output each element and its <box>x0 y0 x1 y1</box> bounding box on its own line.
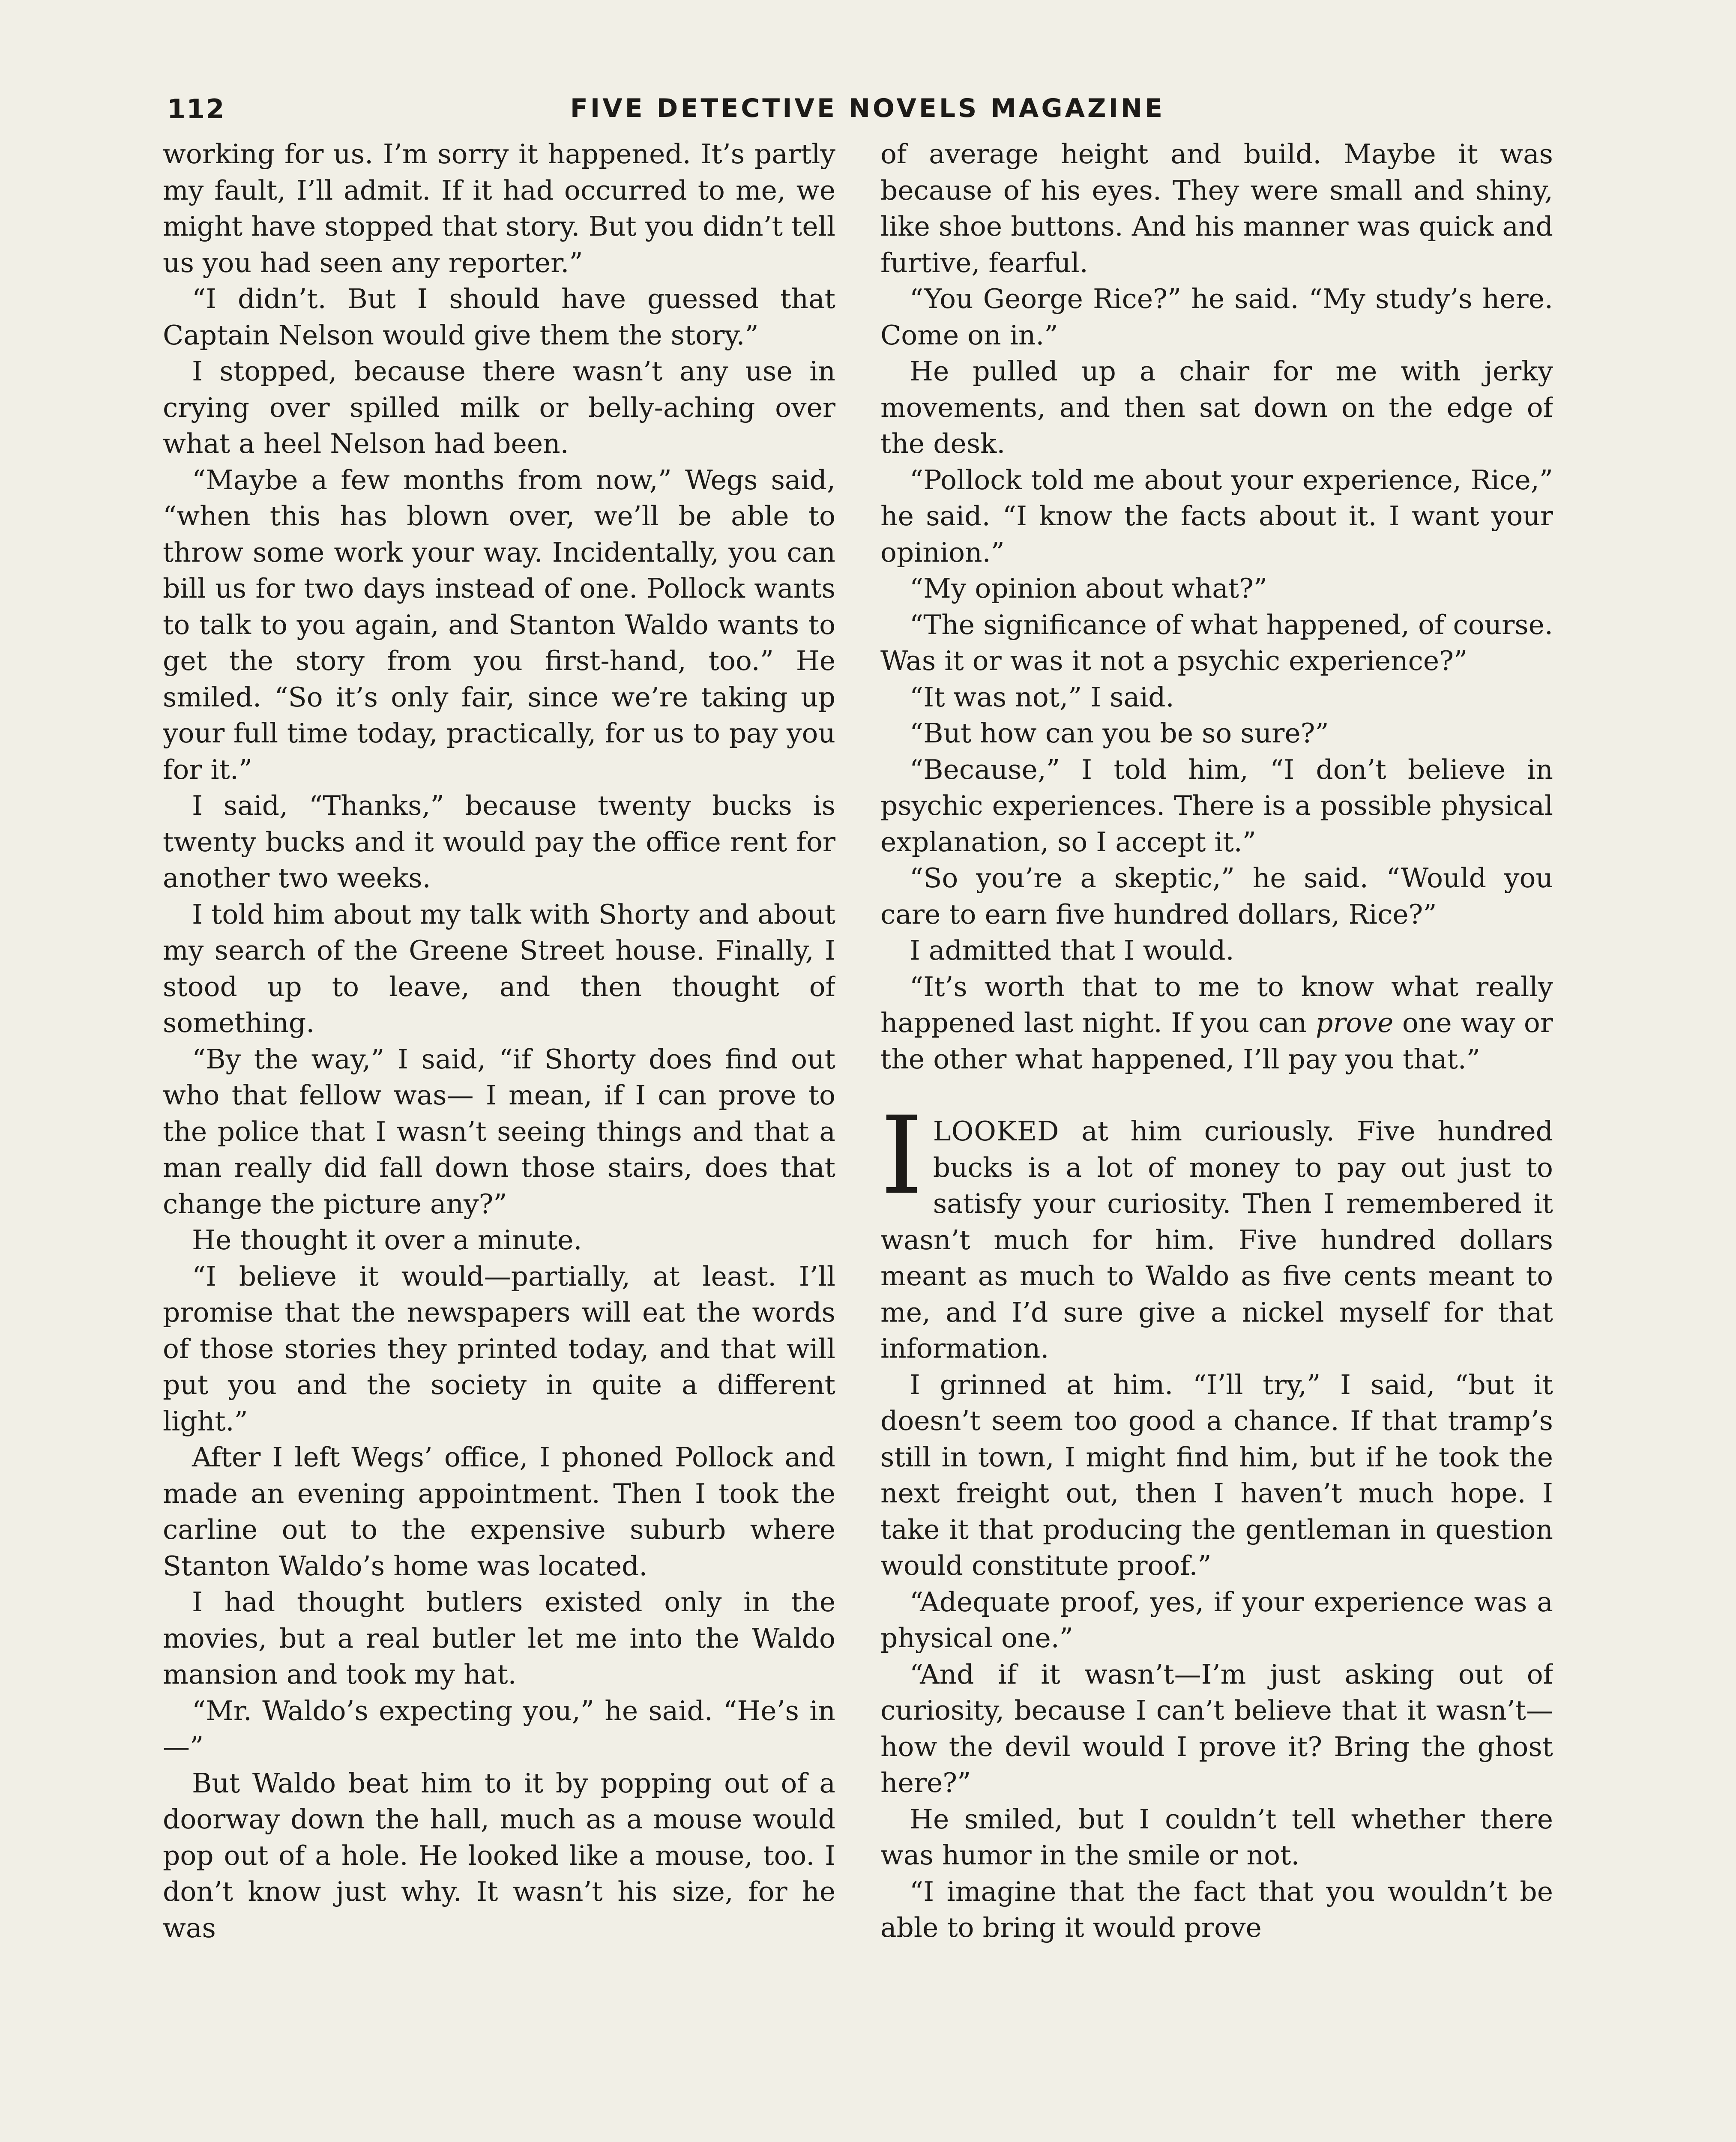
text-run: at him curiously. Five hundred bucks is a lot of money to pay out just to satisfy your curiosity. Then I remembered it wasn’t much for him. Five hundred dollars meant as much to Waldo as five cents meant to me, and I’d sure give a nickel myself for that information. <box>880 1116 1553 1364</box>
lead-in: LOOKED <box>933 1116 1060 1147</box>
paragraph: I stopped, because there wasn’t any use in crying over spilled milk or belly-aching over what a heel Nelson had been. <box>163 356 835 459</box>
paragraph: I said, “Thanks,” because twenty bucks is twenty bucks and it would pay the office rent for another two weeks. <box>163 790 835 894</box>
section-break-paragraph <box>880 1093 1553 1367</box>
paragraph: “Adequate proof, yes, if your experience was a physical one.” <box>880 1586 1553 1654</box>
paragraph: I admitted that I would. <box>910 935 1234 966</box>
paragraph: “Pollock told me about your experience, Rice,” he said. “I know the facts about it. I want your opinion.” <box>880 464 1553 568</box>
text-run: “It’s worth that to me to know what really happened last night. If you can <box>880 971 1553 1038</box>
paragraph: After I left Wegs’ office, I phoned Pollock and made an evening appointment. Then I took the carline out to the expensive suburb where Stanton Waldo’s home was located. <box>163 1442 835 1582</box>
paragraph: I had thought butlers existed only in the movies, but a real butler let me into the Waldo mansion and took my hat. <box>163 1586 835 1690</box>
paragraph: “My opinion about what?” <box>910 573 1268 604</box>
paragraph: “By the way,” I said, “if Shorty does find out who that fellow was— I mean, if I can prove to the police that I wasn’t seeing things and that a man really did fall down those stairs, does that change the picture any?” <box>163 1043 835 1220</box>
paragraph: I grinned at him. “I’ll try,” I said, “but it doesn’t seem too good a chance. If that tramp’s still in town, I might find him, but if he took the next freight out, then I haven’t much hope. I take it that producing the gentleman in question would constitute proof.” <box>880 1369 1553 1581</box>
paragraph: He thought it over a minute. <box>192 1224 582 1256</box>
paragraph <box>880 969 1553 1078</box>
running-head: FIVE DETECTIVE NOVELS MAGAZINE <box>570 93 1165 123</box>
paragraph: “And if it wasn’t—I’m just asking out of curiosity, because I can’t believe that it wasn’t—how the devil would I prove it? Bring the ghost here?” <box>880 1658 1553 1798</box>
paragraph: “I imagine that the fact that you wouldn’t be able to bring it would prove <box>880 1876 1553 1943</box>
paragraph: of average height and build. Maybe it was because of his eyes. They were small and shiny, like shoe buttons. And his manner was quick and furtive, fearful. <box>880 138 1553 278</box>
paragraph: He pulled up a chair for me with jerky movements, and then sat down on the edge of the desk. <box>880 356 1553 459</box>
paragraph: “But how can you be so sure?” <box>910 718 1329 749</box>
paragraph: “You George Rice?” he said. “My study’s here. Come on in.” <box>880 283 1553 351</box>
page-number: 112 <box>167 93 225 125</box>
paragraph: “The significance of what happened, of course. Was it or was it not a psychic experience?” <box>880 609 1553 676</box>
right-column <box>880 136 1553 2142</box>
left-column <box>163 136 835 2142</box>
drop-cap: I <box>880 1093 923 1218</box>
paragraph: I told him about my talk with Shorty and about my search of the Greene Street house. Finally, I stood up to leave, and then thought of something. <box>163 898 835 1038</box>
paragraph: working for us. I’m sorry it happened. It’s partly my fault, I’ll admit. If it had occurred to me, we might have stopped that story. But you didn’t tell us you had seen any reporter.” <box>163 138 835 278</box>
paragraph: “Maybe a few months from now,” Wegs said, “when this has blown over, we’ll be able to throw some work your way. Incidentally, you can bill us for two days instead of one. Pollock wants to talk to you again, and Stanton Waldo wants to get the story from you first-hand, too.” He smiled. “So it’s only fair, since we’re taking up your full time today, practically, for us to pay you for it.” <box>163 464 835 785</box>
emphasis-word: prove <box>1315 1007 1394 1038</box>
paragraph: “Mr. Waldo’s expecting you,” he said. “He’s in—” <box>163 1695 835 1762</box>
paragraph: “Because,” I told him, “I don’t believe in psychic experiences. There is a possible physical explanation, so I accept it.” <box>880 754 1553 858</box>
paragraph: “It was not,” I said. <box>910 681 1174 713</box>
page-header <box>167 93 1568 132</box>
paragraph: “So you’re a skeptic,” he said. “Would you care to earn five hundred dollars, Rice?” <box>880 862 1553 930</box>
paragraph: He smiled, but I couldn’t tell whether there was humor in the smile or not. <box>880 1803 1553 1871</box>
paragraph: “I didn’t. But I should have guessed that Captain Nelson would give them the story.” <box>163 283 835 351</box>
paragraph: But Waldo beat him to it by popping out of a doorway down the hall, much as a mouse would pop out of a hole. He looked like a mouse, too. I don’t know just why. It wasn’t his size, for he was <box>163 1767 835 1944</box>
text-run: one way or the other what happened, I’ll pay you that.” <box>880 1007 1553 1075</box>
paragraph: “I believe it would—partially, at least. I’ll promise that the newspapers will eat the words of those stories they printed today, and that will put you and the society in quite a different light.” <box>163 1260 835 1437</box>
